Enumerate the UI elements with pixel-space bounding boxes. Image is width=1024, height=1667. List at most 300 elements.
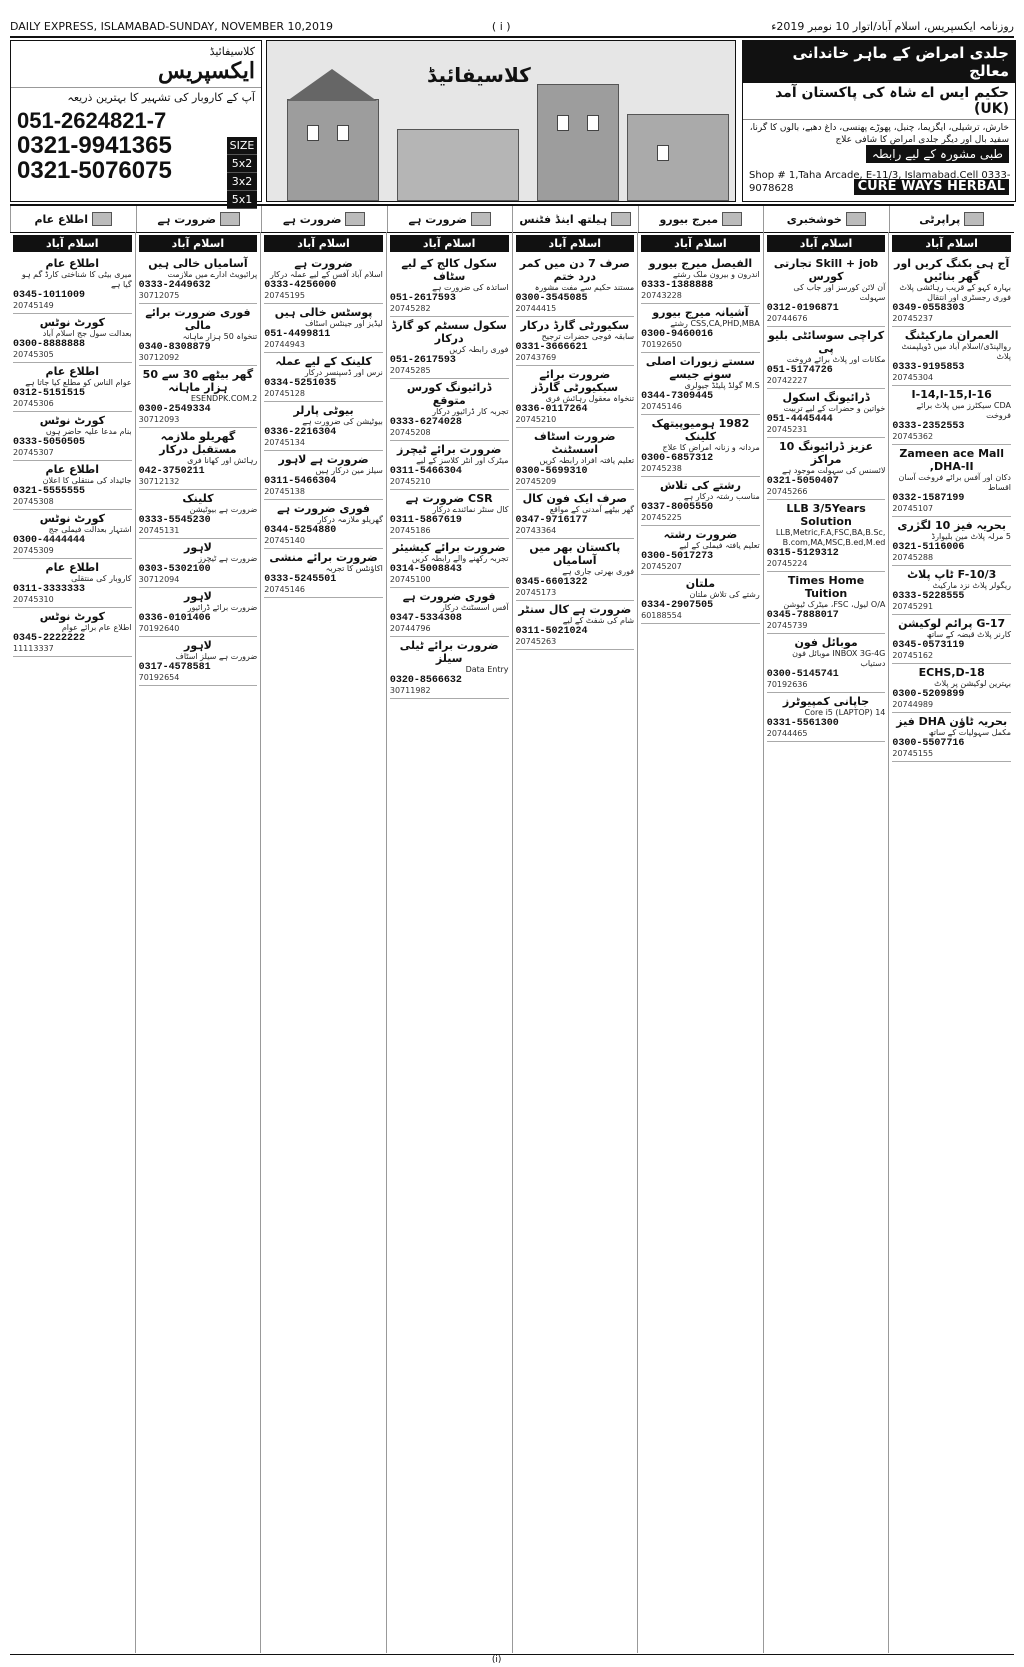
window-shape <box>337 125 349 141</box>
fitness-icon <box>611 212 631 226</box>
classified-ad <box>516 317 635 366</box>
ad-reference: 20745195 <box>264 291 305 300</box>
ad-phone: 0317-4578581 <box>138 662 211 673</box>
ad-reference: 20745362 <box>892 432 934 441</box>
ad-phone: 0334-2907505 <box>641 600 714 611</box>
ad-text: بعدالت سول جج اسلام آباد <box>42 329 132 338</box>
ad-reference: 20745107 <box>892 504 934 513</box>
ad-reference: 20745309 <box>13 546 54 555</box>
ad-reference: 20743769 <box>515 353 557 362</box>
ad-reference: 20745231 <box>766 425 808 434</box>
ad-heading: ضرورت برائے سیکیورٹی گارڈز <box>531 368 619 394</box>
ad-reference: 20745224 <box>766 559 808 568</box>
size-5x2: 5x2 <box>227 155 257 173</box>
classified-ad <box>892 445 1011 517</box>
ad-heading: لاہور <box>184 590 212 603</box>
ad-heading: Zameen ace Mall ,DHA-II <box>899 447 1004 473</box>
ad-reference: 20745128 <box>264 389 305 398</box>
category-header-row <box>10 204 1014 233</box>
classified-ad <box>892 386 1011 445</box>
ad-reference: 20745282 <box>389 304 431 313</box>
ad-text: آن لائن کورسز اور جاب کی سہولت <box>793 283 886 302</box>
ad-text: اندرون و بیرون ملک رشتے <box>672 270 760 279</box>
ad-heading: G-17 پرائم لوکیشن <box>898 617 1006 630</box>
brand-tagline: آپ کے کاروبار کی تشہیر کا بہترین ذریعہ <box>67 90 255 104</box>
classified-column <box>386 232 512 1653</box>
ad-heading: عزیز ڈرائیونگ 10 مراکز <box>778 440 874 466</box>
classified-ad <box>139 255 258 304</box>
category-property: پراپرٹی <box>889 206 1015 232</box>
ad-text: مستند حکیم سے مفت مشورہ <box>534 283 635 292</box>
ad-heading: لاہور <box>184 541 212 554</box>
ad-text: جائیداد کی منتقلی کا اعلان <box>42 476 132 485</box>
ad-reference: 70192636 <box>766 680 808 689</box>
ad-phone: 0333-5245501 <box>264 574 337 585</box>
phone-list <box>11 106 261 185</box>
classified-ad <box>390 379 509 441</box>
ad-text: گھر بیٹھے آمدنی کے مواقع <box>549 505 635 514</box>
ad-text: ضرورت ہے بیوٹیشن <box>189 505 258 514</box>
section-header: اسلام آباد <box>892 235 1011 252</box>
ad-text: کارنر پلاٹ قبضہ کے ساتھ <box>926 630 1011 639</box>
window-shape <box>557 115 569 131</box>
ad-heading: لاہور <box>184 639 212 652</box>
classified-column <box>260 232 386 1653</box>
house-illustration <box>537 84 619 201</box>
ad-text: بنام مدعا علیہ حاضر ہوں <box>45 427 132 436</box>
ad-reference: 20745305 <box>13 350 54 359</box>
ad-heading: کراچی سوسائٹی بلیو پی <box>767 329 885 355</box>
ad-reference: 20745238 <box>641 464 682 473</box>
ad-reference: 20745138 <box>264 487 305 496</box>
classified-ad <box>264 255 383 304</box>
ad-reference: 60188554 <box>641 611 682 620</box>
ad-text: شام کی شفٹ کے لیے <box>562 616 635 625</box>
ad-heading: اطلاع عام <box>45 561 100 574</box>
classified-ad <box>767 500 886 572</box>
category-public-notice: اطلاع عام <box>10 206 136 232</box>
classified-ad <box>516 539 635 601</box>
category-wanted-3: ضرورت ہے <box>136 206 262 232</box>
ad-reference: 20745208 <box>389 428 431 437</box>
section-header: اسلام آباد <box>139 235 258 252</box>
ad-text: 14 (LAPTOP) Core i5 <box>804 708 886 717</box>
classified-ad <box>13 510 132 559</box>
classified-ad <box>390 490 509 539</box>
ad-heading: گھریلو ملازمہ مستقبل درکار <box>159 430 237 456</box>
ad-heading: 1982 ہومیوپیتھک کلینک <box>651 417 750 443</box>
ad-phone: 0347-9716177 <box>515 515 588 526</box>
ad-phone: 0311-5466304 <box>389 466 462 477</box>
classified-ad <box>767 327 886 389</box>
classified-ad <box>641 304 760 353</box>
ad-reference: 20745210 <box>515 415 557 424</box>
ad-heading: پوسٹس خالی ہیں <box>274 306 373 319</box>
ad-reference: 20745209 <box>515 477 557 486</box>
ad-text: CDA سیکٹرز میں پلاٹ برائے فروخت <box>916 401 1011 420</box>
ad-phone: 0333-5050505 <box>13 437 86 448</box>
classified-ad <box>892 664 1011 713</box>
ad-text: بیوٹیشن کی ضرورت ہے <box>302 417 383 426</box>
ad-reference: 20745307 <box>13 448 54 457</box>
ad-reference: 20744415 <box>515 304 557 313</box>
brand-row <box>11 41 261 88</box>
ad-heading: آج ہی بکنگ کریں اور گھر بنائیں <box>894 257 1010 283</box>
ad-text: روالپنڈی/اسلام آباد میں ڈویلپمنٹ پلاٹ <box>901 342 1011 361</box>
ad-phone: 0300-8888888 <box>13 339 86 350</box>
ad-phone: 0347-5334308 <box>389 613 462 624</box>
ad-reference: 20745173 <box>515 588 557 597</box>
ad-heading: بحریہ ٹاؤن DHA فیز <box>896 715 1008 728</box>
ad-phone: 0345-0573119 <box>892 640 965 651</box>
classified-ad <box>13 314 132 363</box>
ad-reference: 20745146 <box>641 402 682 411</box>
section-header: اسلام آباد <box>767 235 886 252</box>
ad-heading: ضرورت برائے منشی <box>269 551 378 564</box>
classified-ad <box>767 389 886 438</box>
ad-reference: 20745186 <box>389 526 431 535</box>
ad-reference: 20745310 <box>13 595 54 604</box>
ad-text: CSS,CA,PHD,MBA رشتے <box>670 319 760 328</box>
ad-phone: 0333-9195853 <box>892 362 965 373</box>
ad-text: اساتذہ کی ضرورت ہے <box>432 283 509 292</box>
ad-size-chart <box>227 137 257 209</box>
classified-ad <box>13 412 132 461</box>
ad-reference: 20745155 <box>892 749 934 758</box>
ad-phone: 0321-5050407 <box>766 476 839 487</box>
ad-text: بہترین لوکیشن پر پلاٹ <box>934 679 1011 688</box>
ad-phone: 0300-5699310 <box>515 466 588 477</box>
ad-phone: 0345-2222222 <box>13 633 86 644</box>
ad-text: مکمل سہولیات کے ساتھ <box>928 728 1011 737</box>
classified-ad <box>641 415 760 477</box>
window-shape <box>307 125 319 141</box>
ad-phone: 0333-5228555 <box>892 591 965 602</box>
ad-phone: 0337-8005550 <box>641 502 714 513</box>
ad-reference: 70192654 <box>138 673 180 682</box>
hand-icon <box>471 212 491 226</box>
classified-ad <box>641 255 760 304</box>
classified-ad <box>264 451 383 500</box>
ad-reference: 30711982 <box>389 686 431 695</box>
hand-icon <box>220 212 240 226</box>
classified-ad <box>264 402 383 451</box>
house-illustration <box>397 129 519 201</box>
ad-reference: 20745291 <box>892 602 934 611</box>
category-marriage-bureau: میرج بیورو <box>638 206 764 232</box>
featured-herbal-ad <box>742 40 1016 202</box>
ad-heading: موبائل فون <box>794 636 858 649</box>
ad-heading: ضرورت برائے ٹیچرز <box>396 443 502 456</box>
ad-text: مناسب رشتہ درکار ہے <box>683 492 760 501</box>
ad-heading: F-10/3 ٹاپ پلاٹ <box>907 568 997 581</box>
ad-reference: 20745304 <box>892 373 934 382</box>
classified-ad <box>767 438 886 500</box>
ad-phone: 0300-9460016 <box>641 329 714 340</box>
window-shape <box>587 115 599 131</box>
ad-phone: 0300-6857312 <box>641 453 714 464</box>
ad-reference: 20745146 <box>264 585 305 594</box>
ad-phone: 0300-5209899 <box>892 689 965 700</box>
classified-ad <box>516 490 635 539</box>
classified-ad <box>13 363 132 412</box>
ad-text: اشتہار بعدالت فیملی جج <box>48 525 132 534</box>
classified-banner <box>266 40 736 202</box>
ad-phone: 0333-2352553 <box>892 421 965 432</box>
ad-phone: 0311-5466304 <box>264 476 337 487</box>
window-shape <box>657 145 669 161</box>
classified-ad <box>390 441 509 490</box>
classified-ad <box>390 255 509 317</box>
ad-text: اطلاع عام برائے عوام <box>61 623 132 632</box>
ad-reference: 20743364 <box>515 526 557 535</box>
ad-text: فوری رابطہ کریں <box>449 345 509 354</box>
ad-heading: ڈرائیونگ اسکول <box>782 391 870 404</box>
ad-text: کاروبار کی منتقلی <box>71 574 132 583</box>
ad-text: پرائیویٹ ادارے میں ملازمت <box>167 270 258 279</box>
ad-phone: 0315-5129312 <box>766 548 839 559</box>
classified-columns <box>10 232 1014 1653</box>
ad-reference: 20745263 <box>515 637 557 646</box>
classified-ad <box>641 526 760 575</box>
ad-phone: 051-4499811 <box>264 329 331 340</box>
ad-phone: 0333-4256000 <box>264 280 337 291</box>
classified-ad <box>139 428 258 490</box>
ad-text: مردانہ و زنانہ امراض کا علاج <box>662 443 760 452</box>
ad-text: کال سنٹر نمائندے درکار <box>432 505 509 514</box>
classified-ad <box>892 517 1011 566</box>
ad-heading: کورٹ نوٹس <box>39 512 105 525</box>
ad-text: نرس اور ڈسپنسر درکار <box>304 368 383 377</box>
ad-text: فوری بھرتی جاری ہے <box>562 567 635 576</box>
ad-reference: 30712093 <box>138 415 180 424</box>
ad-heading: ضرورت ہے <box>294 257 353 270</box>
phone-2: 0321-9941365 <box>17 132 172 159</box>
ad-heading: ڈرائیونگ کورس متوقع <box>406 381 492 407</box>
classified-ad <box>390 588 509 637</box>
ad-text: رشتے کی تلاش ملتان <box>689 590 760 599</box>
classified-ad <box>516 255 635 317</box>
ad-phone: 0345-1011009 <box>13 290 86 301</box>
classified-ad <box>264 304 383 353</box>
ad-reference: 20742227 <box>766 376 808 385</box>
classified-ad <box>139 366 258 428</box>
ad-text: لائسنس کی سہولت موجود ہے <box>781 466 886 475</box>
ad-reference: 30712075 <box>138 291 180 300</box>
featured-ad-body: خارش، ترشیلی، ایگزیما، چنبل، پھوڑے پھنسی، داغ دھبے، بالوں کا گرنا، سفید بال اور دیگر جلدی امراض کا شافی علاج <box>749 123 1009 145</box>
ad-reference: 20745225 <box>641 513 682 522</box>
ad-reference: 20745288 <box>892 553 934 562</box>
ad-heading: آشیانہ میرج بیورو <box>652 306 749 319</box>
classified-ad <box>892 255 1011 327</box>
ad-heading: Skill + job تجارتی کورس <box>773 257 879 283</box>
banner-title: کلاسیفائیڈ <box>427 63 531 87</box>
ad-phone: 051-2617593 <box>389 293 456 304</box>
ad-heading: رشتے کی تلاش <box>659 479 741 492</box>
ad-reference: 20745308 <box>13 497 54 506</box>
ad-phone: 0336-2216304 <box>264 427 337 438</box>
ad-phone: 0300-4444444 <box>13 535 86 546</box>
ad-reference: 20744676 <box>766 314 808 323</box>
ad-phone: 0349-0558303 <box>892 303 965 314</box>
ad-text: ضرورت ہے سیلز اسٹاف <box>175 652 258 661</box>
ad-heading: فوری ضرورت برائے مالی <box>145 306 251 332</box>
ad-phone: 0332-1587199 <box>892 493 965 504</box>
ad-heading: ضرورت برائے کیشیئر <box>392 541 506 554</box>
house-roof <box>287 69 377 101</box>
cure-ways-logo: CURE WAYS HERBAL <box>854 179 1009 195</box>
ad-text: تجربہ رکھنے والے رابطہ کریں <box>411 554 509 563</box>
classified-ad <box>892 566 1011 615</box>
ad-reference: 30712132 <box>138 477 180 486</box>
tagline-row <box>11 88 261 106</box>
ad-reference: 20745285 <box>389 366 431 375</box>
ad-heading: ضرورت برائے ٹیلی سیلز <box>399 639 499 665</box>
ad-phone: 0333-2449632 <box>138 280 211 291</box>
classified-ad <box>264 353 383 402</box>
ad-phone: 0303-5302100 <box>138 564 211 575</box>
ad-reference: 30712092 <box>138 353 180 362</box>
ad-text: تنخواہ 50 ہزار ماہانہ <box>182 332 258 341</box>
ad-heading: سکول کالج کے لیے سٹاف <box>401 257 497 283</box>
ad-phone: 0300-2549334 <box>138 404 211 415</box>
brand-name: ایکسپریس <box>158 57 255 84</box>
ad-text: 5 مرلہ پلاٹ مین بلیوارڈ <box>931 532 1011 541</box>
ad-phone: 0312-5151515 <box>13 388 86 399</box>
ad-text: سابقہ فوجی حضرات ترجیح <box>541 332 635 341</box>
ad-heading: کورٹ نوٹس <box>39 316 105 329</box>
classified-ad <box>892 327 1011 386</box>
ad-heading: بحریہ فیز 10 لگژری <box>897 519 1006 532</box>
category-health-fitness: ہیلتھ اینڈ فٹنس <box>512 206 638 232</box>
ad-heading: کلینک کے لیے عملہ <box>275 355 372 368</box>
ad-phone: 0300-5145741 <box>766 669 839 680</box>
ad-reference: 30712094 <box>138 575 180 584</box>
ad-heading: CSR ضرورت ہے <box>405 492 493 505</box>
size-5x1: 5x1 <box>227 191 257 209</box>
ad-phone: 0321-5555555 <box>13 486 86 497</box>
classified-ad <box>390 637 509 699</box>
classified-column <box>763 232 889 1653</box>
featured-ad-subtitle: حکیم ایس اے شاہ کی پاکستان آمد (UK) <box>743 83 1015 120</box>
ad-text: INBOX 3G-4G موبائل فون دستیاب <box>792 649 886 668</box>
ad-text: ضرورت ہے ٹیچرز <box>198 554 258 563</box>
classified-ad <box>139 637 258 686</box>
size-label: SIZE <box>227 137 257 155</box>
ad-reference: 11113337 <box>13 644 54 653</box>
ad-heading: کورٹ نوٹس <box>39 414 105 427</box>
classified-ad <box>516 428 635 490</box>
ad-heading: سکول سسٹم کو گارڈ درکار <box>391 319 507 345</box>
ad-reference: 20745210 <box>389 477 431 486</box>
ad-heading: LLB 3/5Years Solution <box>786 502 866 528</box>
classified-ad <box>139 304 258 366</box>
ad-heading: ضرورت ہے کال سنٹر <box>518 603 632 616</box>
ad-phone: 0331-3666621 <box>515 342 588 353</box>
classified-ad <box>767 572 886 634</box>
dateline-english: DAILY EXPRESS, ISLAMABAD-SUNDAY, NOVEMBER 10,2019 <box>10 20 333 33</box>
ad-text: میٹرک اور انٹر کلاسز کے لیے <box>416 456 509 465</box>
classified-ad <box>264 500 383 549</box>
page-number: (i) <box>491 1655 502 1665</box>
express-classified-header <box>10 40 262 206</box>
ad-heading: فوری ضرورت ہے <box>402 590 496 603</box>
classified-ad <box>264 549 383 598</box>
section-header: اسلام آباد <box>264 235 383 252</box>
ad-text: آفس اسسٹنٹ درکار <box>440 603 509 612</box>
category-good-news: خوشخبری <box>763 206 889 232</box>
classified-column <box>888 232 1014 1653</box>
ad-heading: سستے زیورات اصلی سونے جیسے <box>645 355 755 381</box>
brand-logo <box>158 45 255 84</box>
ad-phone: 0333-6274028 <box>389 417 462 428</box>
ad-heading: آسامیاں خالی ہیں <box>148 257 248 270</box>
building-icon <box>964 212 984 226</box>
ad-text: خواتین و حضرات کے لیے تربیت <box>783 404 886 413</box>
ad-reference: 20745131 <box>138 526 180 535</box>
category-wanted-2: ضرورت ہے <box>261 206 387 232</box>
ad-reference: 20745739 <box>766 621 808 630</box>
ad-phone: 051-5174726 <box>766 365 833 376</box>
classified-ad <box>390 539 509 588</box>
ad-text: تجربہ کار ڈرائیور درکار <box>432 407 509 416</box>
ad-heading: پاکستان بھر میں آسامیاں <box>529 541 621 567</box>
ad-phone: 0336-0101406 <box>138 613 211 624</box>
featured-ad-title: جلدی امراض کے ماہر خاندانی معالج <box>743 41 1015 83</box>
ad-phone: 0331-5561300 <box>766 718 839 729</box>
horn-icon <box>92 212 112 226</box>
ad-reference: 20745140 <box>264 536 305 545</box>
ad-phone: 051-4445444 <box>766 414 833 425</box>
classified-ad <box>641 353 760 415</box>
ad-phone: 0300-3545085 <box>515 293 588 304</box>
ad-heading: کورٹ نوٹس <box>39 610 105 623</box>
hand-icon <box>345 212 365 226</box>
brand-subtitle: کلاسیفائیڈ <box>209 44 255 58</box>
ad-phone: 051-2617593 <box>389 355 456 366</box>
ad-heading: ضرورت رشتہ <box>663 528 738 541</box>
ad-phone: 0300-5507716 <box>892 738 965 749</box>
ad-text: 2.ESENDPK.COM <box>190 394 258 403</box>
classified-ad <box>767 693 886 742</box>
classified-ad <box>139 588 258 637</box>
ad-heading: گھر بیٹھے 30 سے 50 ہزار ماہانہ <box>142 368 254 394</box>
classified-ad <box>13 255 132 314</box>
ad-text: رہائش اور کھانا فری <box>187 456 258 465</box>
ad-phone: 0333-5545230 <box>138 515 211 526</box>
ad-reference: 20745162 <box>892 651 934 660</box>
ad-text: دکان اور آفس برائے فروخت آسان اقساط <box>898 473 1011 492</box>
dateline-urdu: روزنامہ ایکسپریس، اسلام آباد/اتوار 10 نومبر 2019ء <box>771 20 1014 33</box>
ad-reference: 20745100 <box>389 575 431 584</box>
classified-ad <box>892 615 1011 664</box>
ad-heading: الفیصل میرج بیورو <box>648 257 753 270</box>
ad-text: لیڈیز اور جینٹس اسٹاف <box>305 319 383 328</box>
ad-text: میری بیٹی کا شناختی کارڈ گم ہو گیا ہے <box>21 270 132 289</box>
section-header: اسلام آباد <box>516 235 635 252</box>
ad-reference: 20744796 <box>389 624 431 633</box>
ad-heading: I-14,I-15,I-16 <box>911 388 992 401</box>
ad-heading: صرف ایک فون کال <box>522 492 628 505</box>
ad-phone: 042-3750211 <box>138 466 205 477</box>
phone-1: 051-2624821-7 <box>17 108 167 133</box>
ad-reference: 20743228 <box>641 291 682 300</box>
ad-reference: 20745149 <box>13 301 54 310</box>
classified-column <box>512 232 638 1653</box>
section-header: اسلام آباد <box>641 235 760 252</box>
featured-ad-cta: طبی مشورہ کے لیے رابطہ <box>866 145 1009 163</box>
ad-reference: 20744989 <box>892 700 934 709</box>
